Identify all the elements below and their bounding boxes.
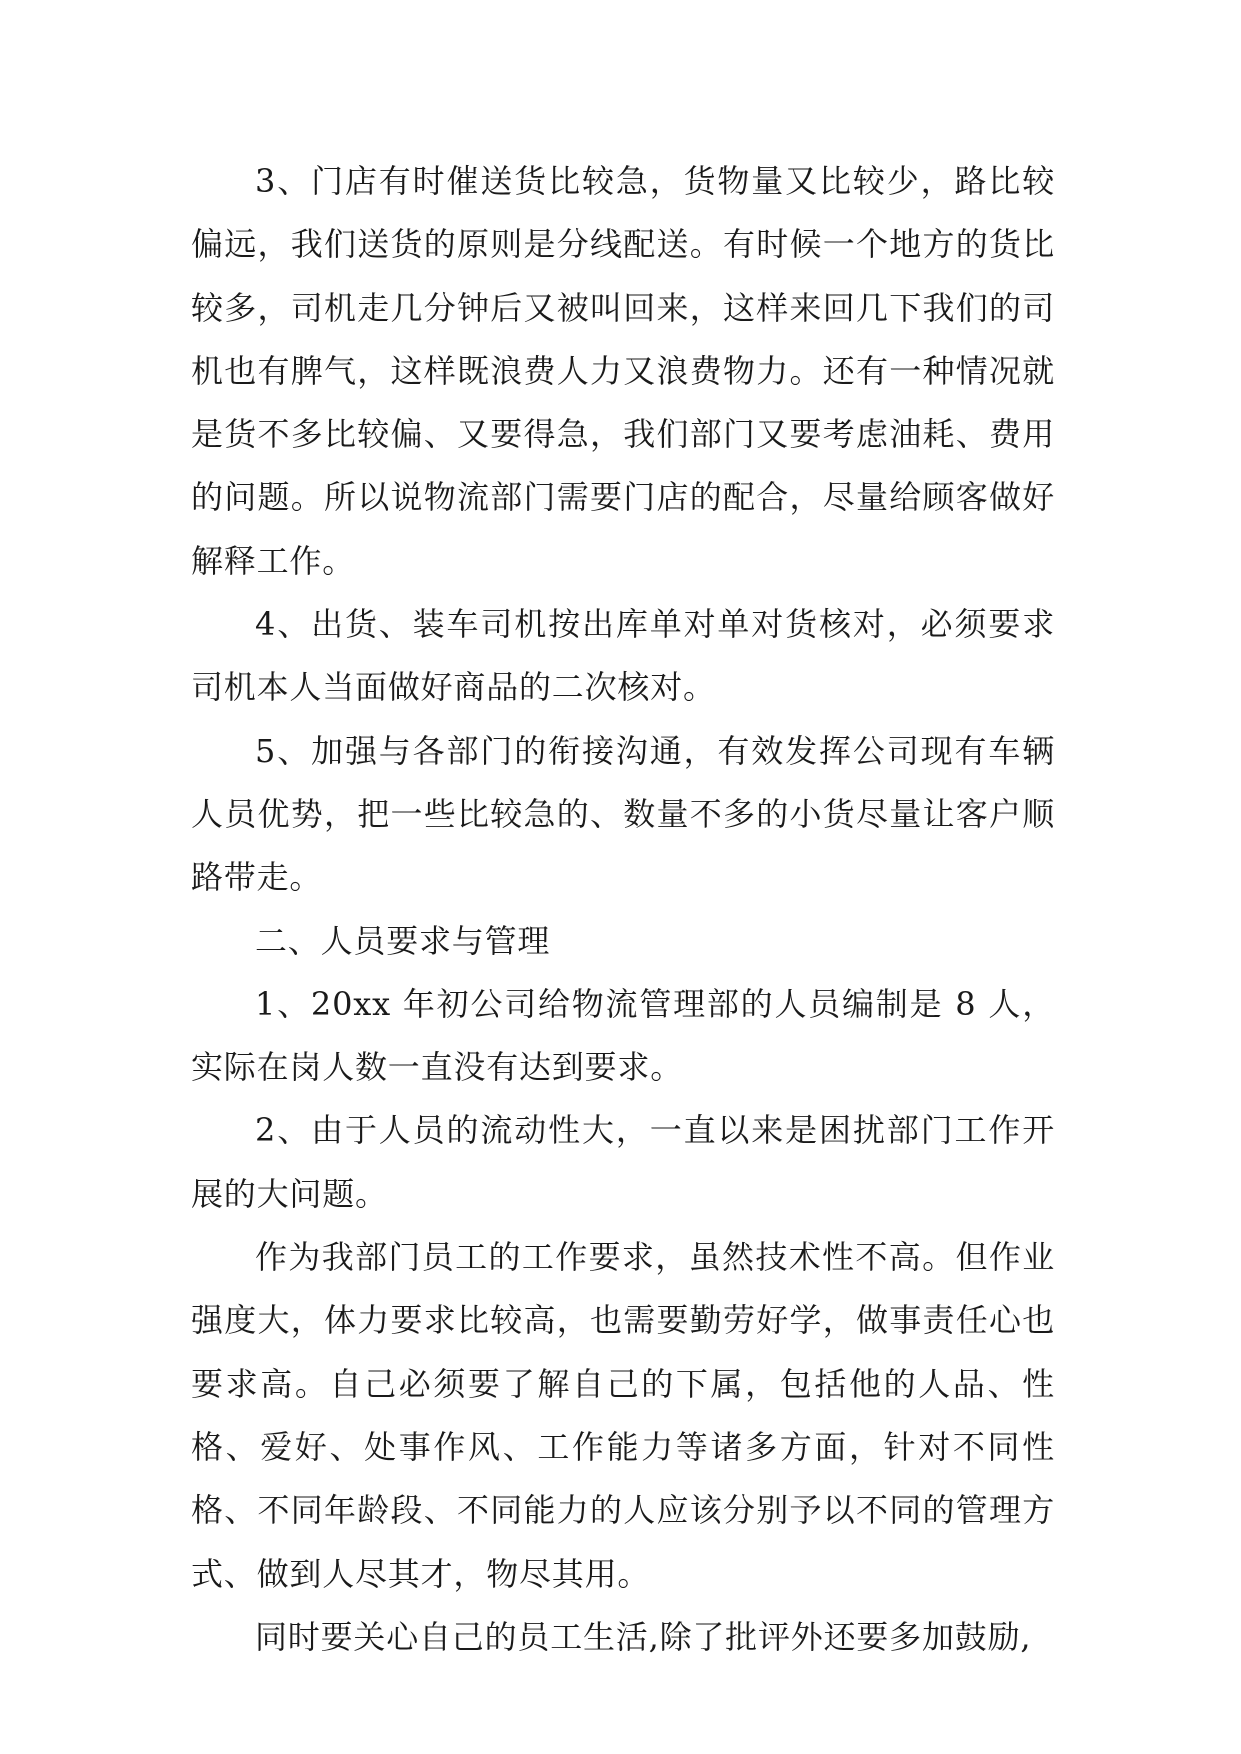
paragraph-item-3: 3、门店有时催送货比较急，货物量又比较少，路比较偏远，我们送货的原则是分线配送。有时候一个地方的货比较多，司机走几分钟后又被叫回来，这样来回几下我们的司机也有脾气，这样既浪费人力又浪费物力。还有一种情况就是货不多比较偏、又要得急，我们部门又要考虑油耗、费用的问题。所以说物流部门需要门店的配合，尽量给顾客做好解释工作。: [191, 162, 1055, 580]
paragraph-personnel-2: 2、由于人员的流动性大，一直以来是困扰部门工作开展的大问题。: [191, 1111, 1055, 1213]
paragraph-item-5: 5、加强与各部门的衔接沟通，有效发挥公司现有车辆人员优势，把一些比较急的、数量不多的小货尽量让客户顺路带走。: [191, 731, 1055, 897]
paragraph-personnel-1: 1、20xx 年初公司给物流管理部的人员编制是 8 人，实际在岗人数一直没有达到要求。: [191, 984, 1055, 1087]
section-heading-personnel: 二、人员要求与管理: [255, 921, 551, 960]
paragraph-work-requirements: 作为我部门员工的工作要求，虽然技术性不高。但作业强度大，体力要求比较高，也需要勤劳好学，做事责任心也要求高。自己必须要了解自己的下属，包括他的人品、性格、爱好、处事作风、工作能力等诸多方面，针对不同性格、不同年龄段、不同能力的人应该分别予以不同的管理方式、做到人尽其才，物尽其用。: [191, 1238, 1055, 1593]
paragraph-item-4: 4、出货、装车司机按出库单对单对货核对，必须要求司机本人当面做好商品的二次核对。: [191, 605, 1055, 707]
paragraph-employee-care: 同时要关心自己的员工生活,除了批评外还要多加鼓励,: [255, 1617, 1032, 1656]
document-body: [191, 150, 1055, 1669]
